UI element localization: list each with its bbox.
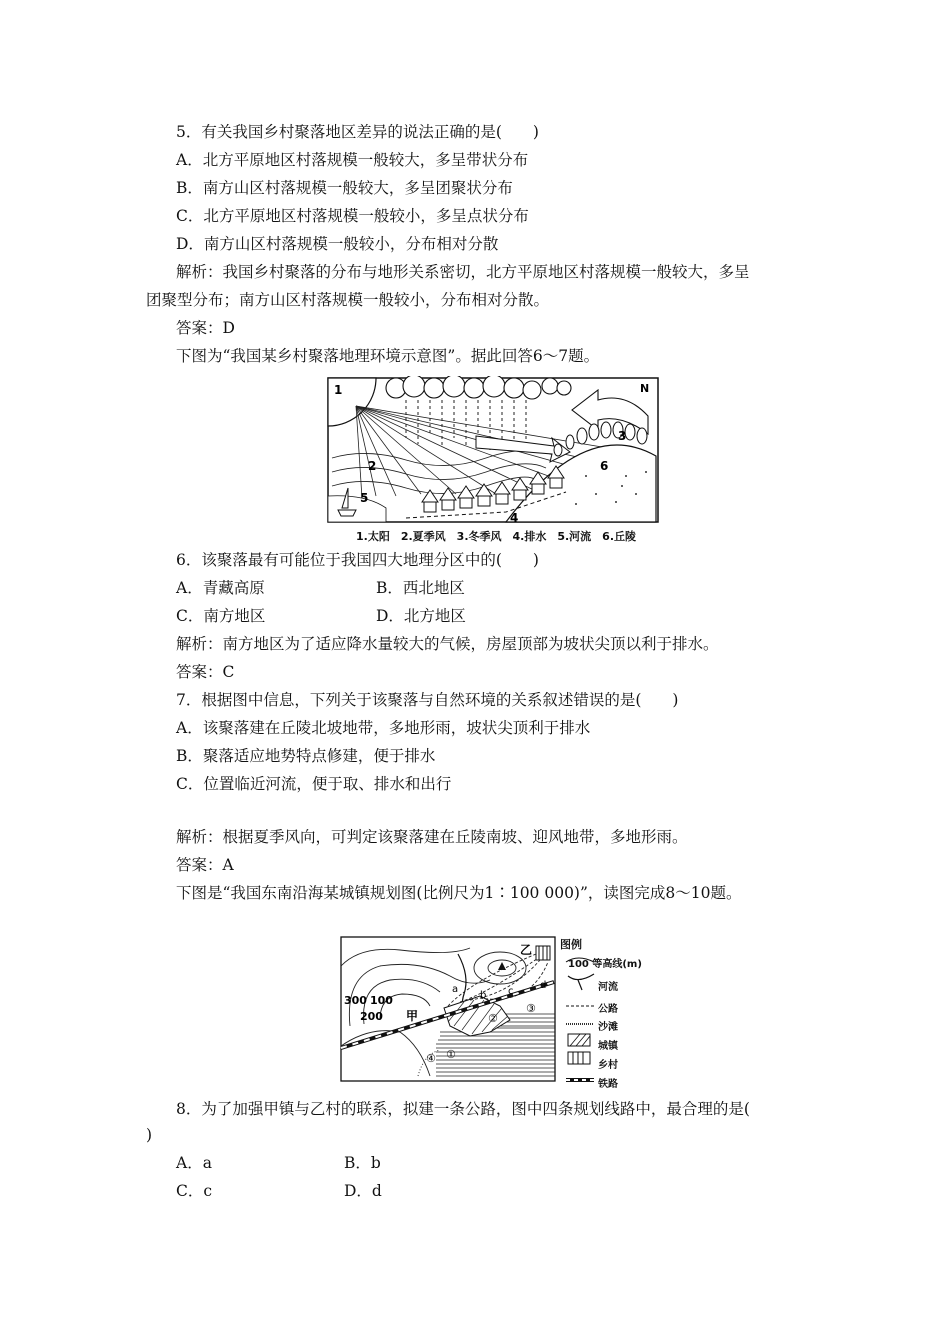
q5-option-d: D．南方山区村落规模一般较小，分布相对分散 (176, 235, 499, 253)
intro-6-7: 下图为“我国某乡村聚落地理环境示意图”。据此回答6～7题。 (176, 347, 600, 365)
figure1-caption: 1.太阳 2.夏季风 3.冬季风 4.排水 5.河流 6.丘陵 (356, 530, 636, 543)
marker-1: ① (446, 1048, 456, 1061)
label-4: 4 (510, 511, 519, 524)
q5-option-b: B．南方山区村落规模一般较大，多呈团聚状分布 (176, 179, 513, 197)
legend-road: 公路 (598, 1004, 618, 1015)
q8-stem-line2: ) (146, 1126, 153, 1144)
marker-2: ② (488, 1012, 498, 1025)
legend-contour: 100 等高线(m) (568, 959, 642, 970)
q5-option-c: C．北方平原地区村落规模一般较小，多呈点状分布 (176, 207, 529, 225)
legend-village: 乡村 (598, 1060, 618, 1071)
intro-8-10: 下图是“我国东南沿海某城镇规划图(比例尺为1∶100 000)”，读图完成8～10题。 (176, 884, 742, 902)
q5-analysis-line1: 解析：我国乡村聚落的分布与地形关系密切，北方平原地区村落规模一般较大，多呈 (176, 263, 750, 281)
label-6: 6 (600, 459, 609, 473)
q8-option-d: D．d (344, 1182, 382, 1200)
contour-300: 300 (344, 994, 367, 1007)
north-label: N (640, 382, 650, 395)
q8-option-b: B．b (344, 1154, 381, 1172)
q6-option-d: D．北方地区 (376, 607, 466, 625)
label-3: 3 (618, 429, 627, 443)
q6-analysis: 解析：南方地区为了适应降水量较大的气候，房屋顶部为坡状尖顶以利于排水。 (176, 635, 719, 653)
legend-title: 图例 (560, 938, 582, 951)
route-a: a (452, 984, 459, 995)
q7-option-b: B．聚落适应地势特点修建，便于排水 (176, 747, 436, 765)
label-5: 5 (360, 491, 369, 505)
contour-100: 100 (370, 994, 393, 1007)
q5-analysis-line2: 团聚型分布；南方山区村落规模一般较小，分布相对分散。 (146, 291, 550, 309)
settlement-environment-figure (326, 376, 660, 524)
q6-stem: 6．该聚落最有可能位于我国四大地理分区中的( ) (176, 551, 539, 569)
q8-option-a: A．a (176, 1154, 212, 1172)
q8-option-c: C．c (176, 1182, 213, 1200)
q5-answer: 答案：D (176, 319, 235, 337)
legend-town: 城镇 (598, 1041, 618, 1052)
q6-option-c: C．南方地区 (176, 607, 266, 625)
label-1: 1 (334, 383, 343, 397)
q7-option-c: C．位置临近河流，便于取、排水和出行 (176, 775, 452, 793)
marker-4: ④ (426, 1052, 436, 1065)
q7-option-a: A．该聚落建在丘陵北坡地带，多地形雨，坡状尖顶利于排水 (176, 719, 591, 737)
contour-200: 200 (360, 1010, 383, 1023)
q6-option-b: B．西北地区 (376, 579, 465, 597)
town-label: 甲 (406, 1009, 419, 1023)
label-2: 2 (368, 459, 377, 473)
q8-stem-line1: 8．为了加强甲镇与乙村的联系，拟建一条公路，图中四条规划线路中，最合理的是( (176, 1100, 750, 1118)
q5-stem: 5．有关我国乡村聚落地区差异的说法正确的是( ) (176, 123, 539, 141)
legend-river: 河流 (598, 982, 618, 993)
q7-stem: 7．根据图中信息，下列关于该聚落与自然环境的关系叙述错误的是( ) (176, 691, 679, 709)
legend-symbols (564, 950, 596, 1094)
route-d: d (540, 980, 547, 991)
route-c: c (508, 986, 514, 997)
route-b: b (480, 990, 487, 1001)
village-label: 乙 (520, 943, 533, 957)
legend-beach: 沙滩 (598, 1022, 618, 1033)
q7-analysis: 解析：根据夏季风向，可判定该聚落建在丘陵南坡、迎风地带，多地形雨。 (176, 828, 688, 846)
q5-option-a: A．北方平原地区村落规模一般较大，多呈带状分布 (176, 151, 529, 169)
legend-railway: 铁路 (598, 1079, 618, 1090)
q6-answer: 答案：C (176, 663, 235, 681)
q7-answer: 答案：A (176, 856, 234, 874)
marker-3: ③ (526, 1002, 536, 1015)
town-planning-map (340, 936, 556, 1082)
q6-option-a: A．青藏高原 (176, 579, 265, 597)
